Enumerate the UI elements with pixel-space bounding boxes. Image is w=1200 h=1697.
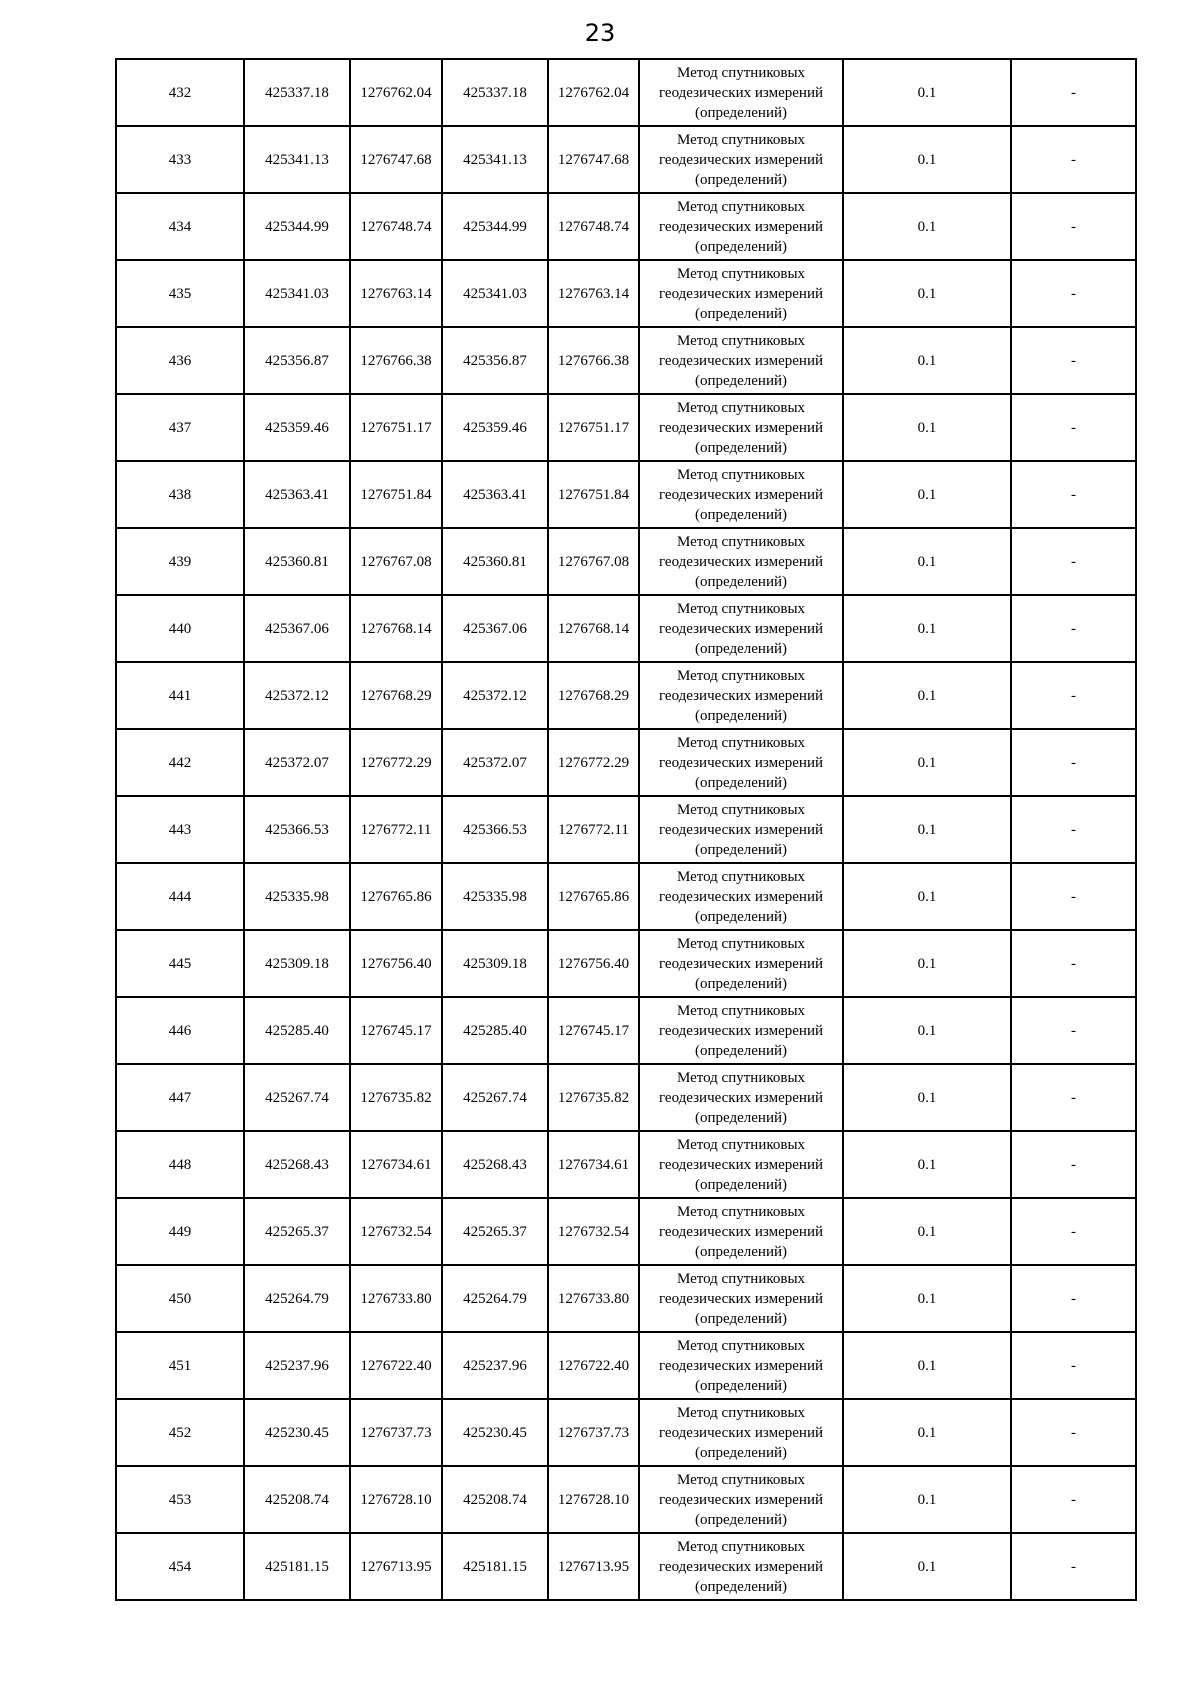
refined-y-cell: 1276767.08 [548, 528, 639, 595]
method-text-line: (определений) [695, 1243, 787, 1260]
table-body [116, 59, 1136, 1600]
table-row [116, 729, 1136, 796]
method-text-line: Метод спутниковых [676, 64, 806, 81]
refined-y-cell: 1276751.17 [548, 394, 639, 461]
note-cell: - [1011, 863, 1136, 930]
refined-y-cell: 1276713.95 [548, 1533, 639, 1600]
existing-y-cell: 1276745.17 [350, 997, 442, 1064]
method-text-line: геодезических измерений [658, 151, 824, 168]
point-number-cell: 436 [116, 327, 244, 394]
refined-y-cell: 1276766.38 [548, 327, 639, 394]
method-text-line: Метод спутниковых [676, 466, 806, 483]
note-cell: - [1011, 1399, 1136, 1466]
existing-x-cell: 425372.07 [244, 729, 350, 796]
note-cell: - [1011, 1466, 1136, 1533]
method-text-line: (определений) [695, 774, 787, 791]
accuracy-cell: 0.1 [843, 126, 1011, 193]
existing-x-cell: 425237.96 [244, 1332, 350, 1399]
method-text-line: Метод спутниковых [676, 1270, 806, 1287]
method-cell [639, 1466, 843, 1533]
method-cell [639, 394, 843, 461]
method-text-line: геодезических измерений [658, 1089, 824, 1106]
note-cell: - [1011, 930, 1136, 997]
table-row [116, 1332, 1136, 1399]
method-text-line: (определений) [695, 1310, 787, 1327]
method-text-line: геодезических измерений [658, 218, 824, 235]
refined-x-cell: 425237.96 [442, 1332, 548, 1399]
method-text-line: (определений) [695, 1042, 787, 1059]
point-number-cell: 438 [116, 461, 244, 528]
method-text-line: (определений) [695, 1109, 787, 1126]
existing-x-cell: 425363.41 [244, 461, 350, 528]
refined-x-cell: 425344.99 [442, 193, 548, 260]
table-row [116, 930, 1136, 997]
point-number-cell: 453 [116, 1466, 244, 1533]
refined-y-cell: 1276733.80 [548, 1265, 639, 1332]
method-cell [639, 528, 843, 595]
method-text-line: геодезических измерений [658, 1290, 824, 1307]
existing-y-cell: 1276765.86 [350, 863, 442, 930]
existing-y-cell: 1276762.04 [350, 59, 442, 126]
method-text-line: (определений) [695, 640, 787, 657]
existing-x-cell: 425181.15 [244, 1533, 350, 1600]
table-row [116, 1466, 1136, 1533]
refined-y-cell: 1276762.04 [548, 59, 639, 126]
method-cell [639, 1332, 843, 1399]
accuracy-cell: 0.1 [843, 1399, 1011, 1466]
table-row [116, 796, 1136, 863]
refined-y-cell: 1276734.61 [548, 1131, 639, 1198]
existing-x-cell: 425335.98 [244, 863, 350, 930]
accuracy-cell: 0.1 [843, 1198, 1011, 1265]
method-text-line: Метод спутниковых [676, 198, 806, 215]
point-number-cell: 448 [116, 1131, 244, 1198]
method-text-line: (определений) [695, 1578, 787, 1595]
method-text-line: (определений) [695, 171, 787, 188]
point-number-cell: 433 [116, 126, 244, 193]
existing-y-cell: 1276732.54 [350, 1198, 442, 1265]
refined-y-cell: 1276768.29 [548, 662, 639, 729]
note-cell: - [1011, 1198, 1136, 1265]
accuracy-cell: 0.1 [843, 729, 1011, 796]
refined-y-cell: 1276748.74 [548, 193, 639, 260]
note-cell: - [1011, 193, 1136, 260]
accuracy-cell: 0.1 [843, 662, 1011, 729]
existing-x-cell: 425309.18 [244, 930, 350, 997]
point-number-cell: 450 [116, 1265, 244, 1332]
refined-x-cell: 425208.74 [442, 1466, 548, 1533]
point-number-cell: 449 [116, 1198, 244, 1265]
existing-y-cell: 1276768.14 [350, 595, 442, 662]
method-text-line: геодезических измерений [658, 1357, 824, 1374]
note-cell: - [1011, 528, 1136, 595]
accuracy-cell: 0.1 [843, 1131, 1011, 1198]
refined-y-cell: 1276768.14 [548, 595, 639, 662]
existing-x-cell: 425267.74 [244, 1064, 350, 1131]
existing-x-cell: 425367.06 [244, 595, 350, 662]
existing-y-cell: 1276751.17 [350, 394, 442, 461]
accuracy-cell: 0.1 [843, 260, 1011, 327]
method-text-line: геодезических измерений [658, 352, 824, 369]
method-text-line: Метод спутниковых [676, 1069, 806, 1086]
point-number-cell: 443 [116, 796, 244, 863]
method-text-line: геодезических измерений [658, 1156, 824, 1173]
method-text-line: (определений) [695, 238, 787, 255]
existing-x-cell: 425285.40 [244, 997, 350, 1064]
method-text-line: геодезических измерений [658, 1424, 824, 1441]
refined-x-cell: 425285.40 [442, 997, 548, 1064]
refined-x-cell: 425372.07 [442, 729, 548, 796]
existing-y-cell: 1276772.29 [350, 729, 442, 796]
refined-y-cell: 1276763.14 [548, 260, 639, 327]
method-text-line: (определений) [695, 1511, 787, 1528]
table-row [116, 1198, 1136, 1265]
existing-x-cell: 425337.18 [244, 59, 350, 126]
method-cell [639, 59, 843, 126]
method-text-line: (определений) [695, 1176, 787, 1193]
method-text-line: геодезических измерений [658, 285, 824, 302]
refined-x-cell: 425359.46 [442, 394, 548, 461]
method-text-line: (определений) [695, 841, 787, 858]
point-number-cell: 444 [116, 863, 244, 930]
note-cell: - [1011, 1533, 1136, 1600]
method-text-line: Метод спутниковых [676, 332, 806, 349]
method-cell [639, 796, 843, 863]
note-cell: - [1011, 796, 1136, 863]
note-cell: - [1011, 662, 1136, 729]
table-row [116, 461, 1136, 528]
table-row [116, 528, 1136, 595]
table-row [116, 59, 1136, 126]
method-text-line: (определений) [695, 372, 787, 389]
method-text-line: Метод спутниковых [676, 1136, 806, 1153]
method-cell [639, 997, 843, 1064]
existing-y-cell: 1276772.11 [350, 796, 442, 863]
coordinates-table [115, 58, 1137, 1601]
existing-y-cell: 1276737.73 [350, 1399, 442, 1466]
method-text-line: Метод спутниковых [676, 868, 806, 885]
point-number-cell: 445 [116, 930, 244, 997]
refined-x-cell: 425341.13 [442, 126, 548, 193]
refined-y-cell: 1276728.10 [548, 1466, 639, 1533]
note-cell: - [1011, 997, 1136, 1064]
refined-y-cell: 1276745.17 [548, 997, 639, 1064]
existing-x-cell: 425360.81 [244, 528, 350, 595]
point-number-cell: 442 [116, 729, 244, 796]
method-text-line: геодезических измерений [658, 620, 824, 637]
accuracy-cell: 0.1 [843, 193, 1011, 260]
note-cell: - [1011, 1332, 1136, 1399]
note-cell: - [1011, 595, 1136, 662]
existing-y-cell: 1276713.95 [350, 1533, 442, 1600]
existing-x-cell: 425265.37 [244, 1198, 350, 1265]
refined-y-cell: 1276772.29 [548, 729, 639, 796]
note-cell: - [1011, 1265, 1136, 1332]
accuracy-cell: 0.1 [843, 997, 1011, 1064]
existing-x-cell: 425230.45 [244, 1399, 350, 1466]
method-text-line: Метод спутниковых [676, 600, 806, 617]
refined-x-cell: 425264.79 [442, 1265, 548, 1332]
refined-x-cell: 425181.15 [442, 1533, 548, 1600]
refined-y-cell: 1276747.68 [548, 126, 639, 193]
existing-x-cell: 425208.74 [244, 1466, 350, 1533]
table-row [116, 1064, 1136, 1131]
table-row [116, 595, 1136, 662]
method-text-line: Метод спутниковых [676, 801, 806, 818]
table-row [116, 1131, 1136, 1198]
accuracy-cell: 0.1 [843, 863, 1011, 930]
method-cell [639, 930, 843, 997]
refined-x-cell: 425341.03 [442, 260, 548, 327]
accuracy-cell: 0.1 [843, 461, 1011, 528]
method-text-line: (определений) [695, 104, 787, 121]
accuracy-cell: 0.1 [843, 327, 1011, 394]
method-text-line: Метод спутниковых [676, 734, 806, 751]
existing-x-cell: 425359.46 [244, 394, 350, 461]
note-cell: - [1011, 126, 1136, 193]
note-cell: - [1011, 1064, 1136, 1131]
method-text-line: (определений) [695, 1377, 787, 1394]
table-row [116, 1265, 1136, 1332]
method-cell [639, 126, 843, 193]
existing-x-cell: 425356.87 [244, 327, 350, 394]
existing-x-cell: 425372.12 [244, 662, 350, 729]
method-text-line: Метод спутниковых [676, 1471, 806, 1488]
existing-y-cell: 1276766.38 [350, 327, 442, 394]
point-number-cell: 447 [116, 1064, 244, 1131]
table-row [116, 1399, 1136, 1466]
method-cell [639, 1064, 843, 1131]
point-number-cell: 446 [116, 997, 244, 1064]
method-text-line: Метод спутниковых [676, 1203, 806, 1220]
method-cell [639, 1131, 843, 1198]
method-text-line: геодезических измерений [658, 888, 824, 905]
method-text-line: геодезических измерений [658, 84, 824, 101]
existing-y-cell: 1276747.68 [350, 126, 442, 193]
refined-y-cell: 1276751.84 [548, 461, 639, 528]
note-cell: - [1011, 1131, 1136, 1198]
existing-x-cell: 425268.43 [244, 1131, 350, 1198]
method-text-line: (определений) [695, 506, 787, 523]
table-row [116, 260, 1136, 327]
method-text-line: Метод спутниковых [676, 1538, 806, 1555]
refined-y-cell: 1276732.54 [548, 1198, 639, 1265]
method-cell [639, 193, 843, 260]
existing-y-cell: 1276728.10 [350, 1466, 442, 1533]
method-text-line: Метод спутниковых [676, 399, 806, 416]
accuracy-cell: 0.1 [843, 59, 1011, 126]
method-cell [639, 1399, 843, 1466]
method-text-line: геодезических измерений [658, 1223, 824, 1240]
point-number-cell: 432 [116, 59, 244, 126]
refined-x-cell: 425363.41 [442, 461, 548, 528]
point-number-cell: 435 [116, 260, 244, 327]
method-text-line: (определений) [695, 975, 787, 992]
method-text-line: (определений) [695, 573, 787, 590]
accuracy-cell: 0.1 [843, 1533, 1011, 1600]
refined-x-cell: 425366.53 [442, 796, 548, 863]
refined-y-cell: 1276772.11 [548, 796, 639, 863]
accuracy-cell: 0.1 [843, 796, 1011, 863]
existing-x-cell: 425341.13 [244, 126, 350, 193]
refined-y-cell: 1276722.40 [548, 1332, 639, 1399]
method-text-line: Метод спутниковых [676, 935, 806, 952]
point-number-cell: 454 [116, 1533, 244, 1600]
point-number-cell: 437 [116, 394, 244, 461]
method-cell [639, 595, 843, 662]
method-text-line: геодезических измерений [658, 1022, 824, 1039]
table-row [116, 193, 1136, 260]
method-text-line: геодезических измерений [658, 553, 824, 570]
point-number-cell: 452 [116, 1399, 244, 1466]
method-cell [639, 461, 843, 528]
existing-x-cell: 425341.03 [244, 260, 350, 327]
existing-y-cell: 1276768.29 [350, 662, 442, 729]
note-cell: - [1011, 729, 1136, 796]
method-cell [639, 1533, 843, 1600]
accuracy-cell: 0.1 [843, 1332, 1011, 1399]
method-cell [639, 260, 843, 327]
method-text-line: (определений) [695, 305, 787, 322]
table-row [116, 863, 1136, 930]
accuracy-cell: 0.1 [843, 1265, 1011, 1332]
note-cell: - [1011, 327, 1136, 394]
refined-y-cell: 1276756.40 [548, 930, 639, 997]
refined-x-cell: 425268.43 [442, 1131, 548, 1198]
method-text-line: Метод спутниковых [676, 1337, 806, 1354]
note-cell: - [1011, 59, 1136, 126]
existing-y-cell: 1276751.84 [350, 461, 442, 528]
refined-x-cell: 425230.45 [442, 1399, 548, 1466]
method-text-line: (определений) [695, 707, 787, 724]
accuracy-cell: 0.1 [843, 595, 1011, 662]
note-cell: - [1011, 260, 1136, 327]
existing-y-cell: 1276735.82 [350, 1064, 442, 1131]
refined-x-cell: 425337.18 [442, 59, 548, 126]
method-cell [639, 729, 843, 796]
method-text-line: Метод спутниковых [676, 533, 806, 550]
table-row [116, 327, 1136, 394]
method-text-line: геодезических измерений [658, 754, 824, 771]
refined-x-cell: 425367.06 [442, 595, 548, 662]
refined-x-cell: 425335.98 [442, 863, 548, 930]
method-text-line: геодезических измерений [658, 955, 824, 972]
accuracy-cell: 0.1 [843, 394, 1011, 461]
refined-y-cell: 1276735.82 [548, 1064, 639, 1131]
existing-y-cell: 1276748.74 [350, 193, 442, 260]
existing-y-cell: 1276722.40 [350, 1332, 442, 1399]
refined-x-cell: 425265.37 [442, 1198, 548, 1265]
method-text-line: геодезических измерений [658, 419, 824, 436]
point-number-cell: 451 [116, 1332, 244, 1399]
accuracy-cell: 0.1 [843, 528, 1011, 595]
refined-x-cell: 425372.12 [442, 662, 548, 729]
refined-x-cell: 425309.18 [442, 930, 548, 997]
table-row [116, 394, 1136, 461]
method-text-line: Метод спутниковых [676, 1002, 806, 1019]
method-text-line: геодезических измерений [658, 687, 824, 704]
existing-y-cell: 1276763.14 [350, 260, 442, 327]
refined-x-cell: 425360.81 [442, 528, 548, 595]
existing-y-cell: 1276767.08 [350, 528, 442, 595]
method-text-line: Метод спутниковых [676, 1404, 806, 1421]
table-row [116, 126, 1136, 193]
point-number-cell: 441 [116, 662, 244, 729]
method-text-line: (определений) [695, 908, 787, 925]
accuracy-cell: 0.1 [843, 1466, 1011, 1533]
refined-x-cell: 425356.87 [442, 327, 548, 394]
method-cell [639, 1265, 843, 1332]
point-number-cell: 440 [116, 595, 244, 662]
existing-x-cell: 425366.53 [244, 796, 350, 863]
method-text-line: Метод спутниковых [676, 131, 806, 148]
method-text-line: Метод спутниковых [676, 667, 806, 684]
existing-y-cell: 1276734.61 [350, 1131, 442, 1198]
point-number-cell: 439 [116, 528, 244, 595]
method-text-line: Метод спутниковых [676, 265, 806, 282]
method-cell [639, 863, 843, 930]
point-number-cell: 434 [116, 193, 244, 260]
existing-x-cell: 425264.79 [244, 1265, 350, 1332]
method-text-line: (определений) [695, 439, 787, 456]
refined-x-cell: 425267.74 [442, 1064, 548, 1131]
method-text-line: геодезических измерений [658, 486, 824, 503]
accuracy-cell: 0.1 [843, 930, 1011, 997]
page-number: 23 [584, 19, 616, 47]
table-row [116, 1533, 1136, 1600]
method-cell [639, 327, 843, 394]
method-text-line: (определений) [695, 1444, 787, 1461]
accuracy-cell: 0.1 [843, 1064, 1011, 1131]
refined-y-cell: 1276737.73 [548, 1399, 639, 1466]
method-text-line: геодезических измерений [658, 821, 824, 838]
table-row [116, 662, 1136, 729]
method-cell [639, 662, 843, 729]
method-cell [639, 1198, 843, 1265]
note-cell: - [1011, 461, 1136, 528]
method-text-line: геодезических измерений [658, 1558, 824, 1575]
existing-x-cell: 425344.99 [244, 193, 350, 260]
existing-y-cell: 1276733.80 [350, 1265, 442, 1332]
note-cell: - [1011, 394, 1136, 461]
existing-y-cell: 1276756.40 [350, 930, 442, 997]
table-row [116, 997, 1136, 1064]
refined-y-cell: 1276765.86 [548, 863, 639, 930]
method-text-line: геодезических измерений [658, 1491, 824, 1508]
